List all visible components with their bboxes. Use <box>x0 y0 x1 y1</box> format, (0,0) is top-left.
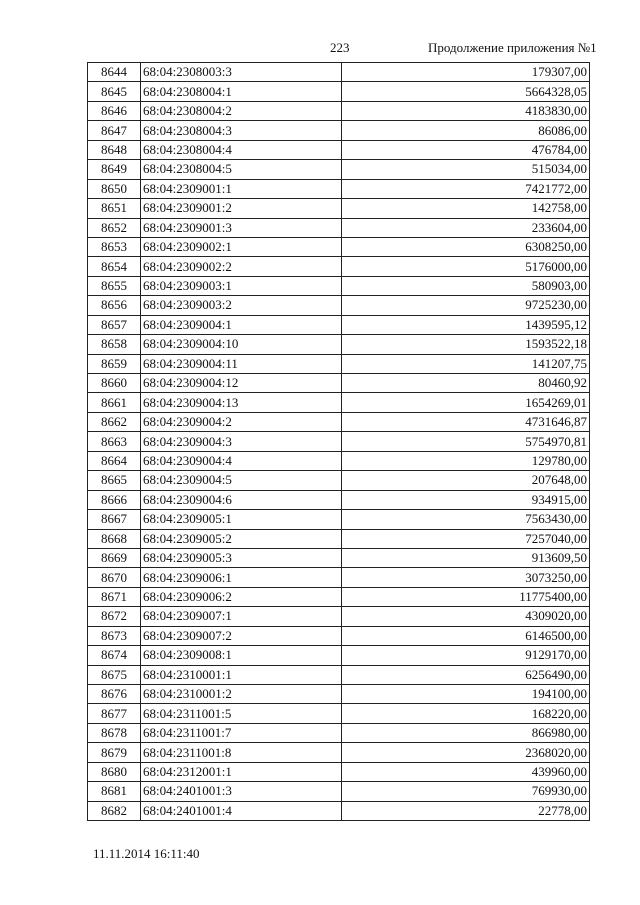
row-number-cell: 8675 <box>88 665 141 684</box>
cadastral-number-cell: 68:04:2401001:4 <box>141 801 342 820</box>
row-number-cell: 8682 <box>88 801 141 820</box>
table-row <box>88 607 590 626</box>
row-number-cell: 8645 <box>88 82 141 101</box>
cadastral-value-cell: 1654269,01 <box>342 393 590 412</box>
cadastral-number-cell: 68:04:2311001:8 <box>141 743 342 762</box>
cadastral-value-cell: 6146500,00 <box>342 626 590 645</box>
cadastral-number-cell: 68:04:2309004:10 <box>141 335 342 354</box>
cadastral-number-cell: 68:04:2401001:3 <box>141 782 342 801</box>
cadastral-value-cell: 129780,00 <box>342 451 590 470</box>
row-number-cell: 8658 <box>88 335 141 354</box>
cadastral-value-cell: 9725230,00 <box>342 296 590 315</box>
cadastral-number-cell: 68:04:2309005:1 <box>141 510 342 529</box>
cadastral-value-cell: 6256490,00 <box>342 665 590 684</box>
cadastral-value-cell: 3073250,00 <box>342 568 590 587</box>
table-row <box>88 451 590 470</box>
cadastral-number-cell: 68:04:2309004:12 <box>141 374 342 393</box>
table-row <box>88 315 590 334</box>
table-row <box>88 237 590 256</box>
row-number-cell: 8664 <box>88 451 141 470</box>
table-row <box>88 548 590 567</box>
row-number-cell: 8654 <box>88 257 141 276</box>
cadastral-number-cell: 68:04:2308004:1 <box>141 82 342 101</box>
cadastral-value-cell: 934915,00 <box>342 490 590 509</box>
page-number: 223 <box>330 40 350 55</box>
cadastral-number-cell: 68:04:2309001:2 <box>141 199 342 218</box>
row-number-cell: 8671 <box>88 587 141 606</box>
table-row <box>88 704 590 723</box>
row-number-cell: 8673 <box>88 626 141 645</box>
cadastral-value-cell: 207648,00 <box>342 471 590 490</box>
cadastral-number-cell: 68:04:2309004:5 <box>141 471 342 490</box>
row-number-cell: 8648 <box>88 140 141 159</box>
table-row <box>88 374 590 393</box>
row-number-cell: 8668 <box>88 529 141 548</box>
cadastral-number-cell: 68:04:2309007:2 <box>141 626 342 645</box>
table-row <box>88 743 590 762</box>
cadastral-number-cell: 68:04:2310001:2 <box>141 685 342 704</box>
row-number-cell: 8653 <box>88 237 141 256</box>
row-number-cell: 8677 <box>88 704 141 723</box>
cadastral-value-cell: 233604,00 <box>342 218 590 237</box>
table-row <box>88 685 590 704</box>
cadastral-number-cell: 68:04:2309002:2 <box>141 257 342 276</box>
row-number-cell: 8651 <box>88 199 141 218</box>
table-row <box>88 121 590 140</box>
cadastral-value-cell: 913609,50 <box>342 548 590 567</box>
cadastral-value-cell: 6308250,00 <box>342 237 590 256</box>
cadastral-value-cell: 86086,00 <box>342 121 590 140</box>
table-row <box>88 723 590 742</box>
table-row <box>88 626 590 645</box>
row-number-cell: 8672 <box>88 607 141 626</box>
table-row <box>88 412 590 431</box>
cadastral-number-cell: 68:04:2309003:1 <box>141 276 342 295</box>
table-row <box>88 665 590 684</box>
row-number-cell: 8659 <box>88 354 141 373</box>
table-row <box>88 335 590 354</box>
cadastral-value-cell: 11775400,00 <box>342 587 590 606</box>
cadastral-value-cell: 142758,00 <box>342 199 590 218</box>
row-number-cell: 8663 <box>88 432 141 451</box>
cadastral-number-cell: 68:04:2309004:13 <box>141 393 342 412</box>
row-number-cell: 8644 <box>88 63 141 82</box>
table-row <box>88 296 590 315</box>
cadastral-value-cell: 5664328,05 <box>342 82 590 101</box>
table-row <box>88 218 590 237</box>
cadastral-number-cell: 68:04:2309004:3 <box>141 432 342 451</box>
table-body <box>88 63 590 821</box>
row-number-cell: 8646 <box>88 101 141 120</box>
cadastral-value-cell: 141207,75 <box>342 354 590 373</box>
cadastral-value-cell: 9129170,00 <box>342 646 590 665</box>
table-row <box>88 762 590 781</box>
cadastral-value-cell: 7421772,00 <box>342 179 590 198</box>
cadastral-number-cell: 68:04:2311001:5 <box>141 704 342 723</box>
row-number-cell: 8676 <box>88 685 141 704</box>
row-number-cell: 8657 <box>88 315 141 334</box>
row-number-cell: 8662 <box>88 412 141 431</box>
cadastral-value-cell: 179307,00 <box>342 63 590 82</box>
table-row <box>88 801 590 820</box>
cadastral-value-cell: 194100,00 <box>342 685 590 704</box>
cadastral-number-cell: 68:04:2309006:1 <box>141 568 342 587</box>
table-row <box>88 510 590 529</box>
cadastral-number-cell: 68:04:2309008:1 <box>141 646 342 665</box>
row-number-cell: 8666 <box>88 490 141 509</box>
cadastral-number-cell: 68:04:2309004:6 <box>141 490 342 509</box>
cadastral-number-cell: 68:04:2309005:3 <box>141 548 342 567</box>
row-number-cell: 8679 <box>88 743 141 762</box>
cadastral-number-cell: 68:04:2312001:1 <box>141 762 342 781</box>
cadastral-value-cell: 4309020,00 <box>342 607 590 626</box>
cadastral-number-cell: 68:04:2309004:2 <box>141 412 342 431</box>
row-number-cell: 8678 <box>88 723 141 742</box>
table-row <box>88 101 590 120</box>
row-number-cell: 8665 <box>88 471 141 490</box>
cadastral-value-cell: 7257040,00 <box>342 529 590 548</box>
cadastral-number-cell: 68:04:2309007:1 <box>141 607 342 626</box>
cadastral-value-cell: 7563430,00 <box>342 510 590 529</box>
table-row <box>88 432 590 451</box>
cadastral-number-cell: 68:04:2309004:1 <box>141 315 342 334</box>
cadastral-value-cell: 1439595,12 <box>342 315 590 334</box>
row-number-cell: 8649 <box>88 160 141 179</box>
cadastral-value-cell: 769930,00 <box>342 782 590 801</box>
table-row <box>88 63 590 82</box>
cadastral-value-cell: 80460,92 <box>342 374 590 393</box>
cadastral-number-cell: 68:04:2309002:1 <box>141 237 342 256</box>
cadastral-value-table <box>87 62 590 821</box>
row-number-cell: 8660 <box>88 374 141 393</box>
row-number-cell: 8667 <box>88 510 141 529</box>
table-row <box>88 471 590 490</box>
cadastral-value-cell: 168220,00 <box>342 704 590 723</box>
table-row <box>88 490 590 509</box>
cadastral-number-cell: 68:04:2308004:2 <box>141 101 342 120</box>
table-row <box>88 140 590 159</box>
appendix-continuation-title: Продолжение приложения №1 <box>428 40 597 55</box>
table-row <box>88 782 590 801</box>
cadastral-number-cell: 68:04:2309004:4 <box>141 451 342 470</box>
cadastral-value-cell: 866980,00 <box>342 723 590 742</box>
cadastral-number-cell: 68:04:2309004:11 <box>141 354 342 373</box>
row-number-cell: 8655 <box>88 276 141 295</box>
cadastral-value-cell: 22778,00 <box>342 801 590 820</box>
row-number-cell: 8650 <box>88 179 141 198</box>
row-number-cell: 8674 <box>88 646 141 665</box>
table-row <box>88 276 590 295</box>
cadastral-number-cell: 68:04:2309001:3 <box>141 218 342 237</box>
cadastral-number-cell: 68:04:2309006:2 <box>141 587 342 606</box>
cadastral-value-cell: 1593522,18 <box>342 335 590 354</box>
row-number-cell: 8669 <box>88 548 141 567</box>
row-number-cell: 8670 <box>88 568 141 587</box>
cadastral-number-cell: 68:04:2309005:2 <box>141 529 342 548</box>
cadastral-value-cell: 5754970,81 <box>342 432 590 451</box>
cadastral-value-cell: 4183830,00 <box>342 101 590 120</box>
table-row <box>88 199 590 218</box>
row-number-cell: 8681 <box>88 782 141 801</box>
cadastral-value-cell: 4731646,87 <box>342 412 590 431</box>
table-row <box>88 179 590 198</box>
cadastral-number-cell: 68:04:2311001:7 <box>141 723 342 742</box>
cadastral-number-cell: 68:04:2308004:3 <box>141 121 342 140</box>
cadastral-value-cell: 515034,00 <box>342 160 590 179</box>
row-number-cell: 8680 <box>88 762 141 781</box>
cadastral-number-cell: 68:04:2308003:3 <box>141 63 342 82</box>
print-timestamp: 11.11.2014 16:11:40 <box>93 846 200 861</box>
row-number-cell: 8656 <box>88 296 141 315</box>
cadastral-value-cell: 580903,00 <box>342 276 590 295</box>
cadastral-number-cell: 68:04:2308004:5 <box>141 160 342 179</box>
cadastral-value-cell: 439960,00 <box>342 762 590 781</box>
row-number-cell: 8647 <box>88 121 141 140</box>
cadastral-number-cell: 68:04:2310001:1 <box>141 665 342 684</box>
table-row <box>88 257 590 276</box>
table-row <box>88 354 590 373</box>
cadastral-number-cell: 68:04:2309001:1 <box>141 179 342 198</box>
cadastral-value-cell: 5176000,00 <box>342 257 590 276</box>
cadastral-value-cell: 476784,00 <box>342 140 590 159</box>
table-row <box>88 393 590 412</box>
table-row <box>88 529 590 548</box>
cadastral-number-cell: 68:04:2308004:4 <box>141 140 342 159</box>
row-number-cell: 8652 <box>88 218 141 237</box>
row-number-cell: 8661 <box>88 393 141 412</box>
cadastral-number-cell: 68:04:2309003:2 <box>141 296 342 315</box>
table-row <box>88 82 590 101</box>
table-row <box>88 646 590 665</box>
cadastral-value-cell: 2368020,00 <box>342 743 590 762</box>
table-row <box>88 568 590 587</box>
table-row <box>88 587 590 606</box>
table-row <box>88 160 590 179</box>
